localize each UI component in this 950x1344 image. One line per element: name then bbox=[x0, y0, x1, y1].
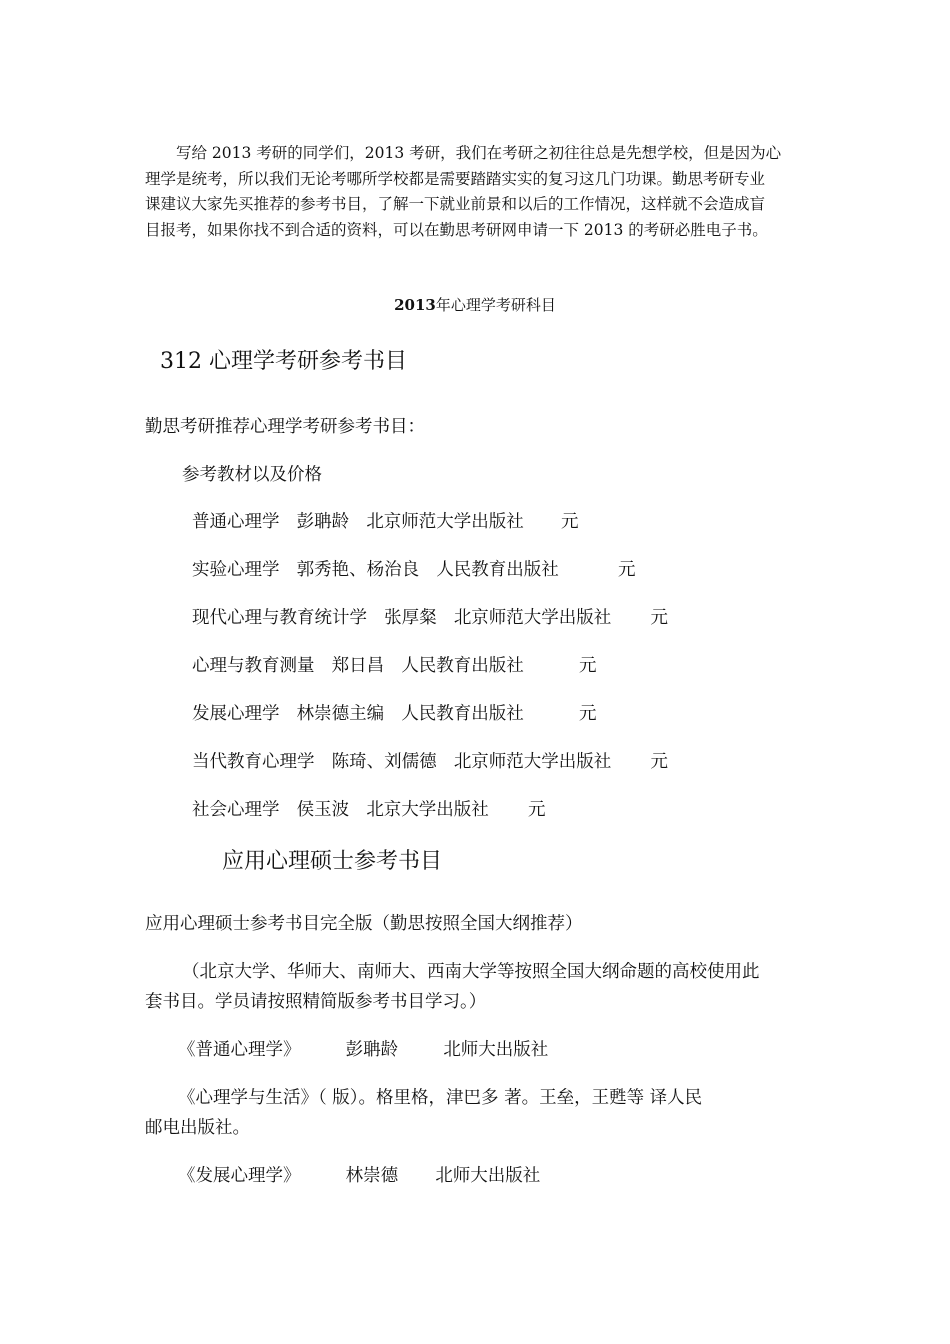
intro-line: 写给 2013 考研的同学们，2013 考研，我们在考研之初往往总是先想学校，但是因为心 bbox=[176, 144, 782, 162]
book-row bbox=[192, 556, 635, 581]
intro-line: 目报考，如果你找不到合适的资料，可以在勤思考研网申请一下 2013 的考研必胜电子书。 bbox=[145, 220, 768, 239]
book-price: 元 bbox=[560, 512, 579, 532]
book-price: 元 bbox=[650, 752, 668, 772]
book-author: 陈琦、刘儒德 bbox=[331, 752, 437, 772]
book-title: 《普通心理学》 bbox=[178, 1040, 301, 1060]
book-author: 郭秀艳、杨治良 bbox=[296, 560, 420, 580]
book-title: 发展心理学 bbox=[192, 704, 280, 724]
book-publisher: 北京师范大学出版社 bbox=[453, 608, 612, 628]
book-publisher: 北京大学出版社 bbox=[366, 800, 489, 820]
section-312-heading: 312 心理学考研参考书目 bbox=[160, 349, 407, 374]
applied-heading: 应用心理硕士参考书目 bbox=[222, 849, 443, 874]
book-title: 《发展心理学》 bbox=[178, 1166, 301, 1186]
subject-title bbox=[0, 294, 950, 315]
book-row bbox=[192, 508, 578, 533]
applied-book-row-cont: 邮电出版社。 bbox=[145, 1118, 250, 1138]
book-row bbox=[192, 748, 668, 773]
book-publisher: 北师大出版社 bbox=[443, 1040, 549, 1060]
book-price: 元 bbox=[578, 656, 597, 676]
applied-book-row bbox=[178, 1036, 548, 1061]
book-title: 心理与教育测量 bbox=[192, 656, 315, 676]
intro-line: 理学是统考，所以我们无论考哪所学校都是需要踏踏实实的复习这几门功课。勤思考研专业 bbox=[145, 169, 766, 188]
book-row bbox=[192, 700, 596, 725]
intro-paragraph bbox=[145, 141, 813, 243]
book-price: 元 bbox=[617, 560, 636, 580]
book-row bbox=[192, 796, 545, 821]
book-publisher: 人民教育出版社 bbox=[401, 656, 524, 676]
book-price: 元 bbox=[578, 704, 597, 724]
book-row bbox=[192, 604, 668, 629]
book-title: 实验心理学 bbox=[192, 560, 280, 580]
book-author: 林崇德 bbox=[345, 1166, 399, 1186]
book-publisher: 北京师范大学出版社 bbox=[366, 512, 524, 532]
book-author: 彭聃龄 bbox=[296, 512, 350, 532]
book-author: 彭聃龄 bbox=[345, 1040, 399, 1060]
book-price: 元 bbox=[527, 800, 546, 820]
book-author: 郑日昌 bbox=[331, 656, 385, 676]
book-author: 林崇德主编 bbox=[296, 704, 385, 724]
book-publisher: 人民教育出版社 bbox=[401, 704, 524, 724]
intro-line: 课建议大家先买推荐的参考书目，了解一下就业前景和以后的工作情况，这样就不会造成盲 bbox=[145, 195, 766, 213]
book-title: 现代心理与教育统计学 bbox=[192, 608, 367, 628]
book-publisher: 北京师范大学出版社 bbox=[453, 752, 612, 772]
book-title: 当代教育心理学 bbox=[192, 752, 315, 772]
full-edition-line: 应用心理硕士参考书目完全版（勤思按照全国大纲推荐） bbox=[145, 914, 583, 934]
book-title: 普通心理学 bbox=[192, 512, 280, 532]
book-price: 元 bbox=[650, 608, 668, 628]
materials-label: 参考教材以及价格 bbox=[182, 465, 322, 485]
book-publisher: 北师大出版社 bbox=[435, 1166, 541, 1186]
book-author: 张厚粲 bbox=[384, 608, 437, 628]
book-row bbox=[192, 652, 596, 677]
applied-book-row: 《心理学与生活》（ 版）。格里格，津巴多 著。王垒，王甦等 译人民 bbox=[178, 1088, 703, 1108]
book-publisher: 人民教育出版社 bbox=[436, 560, 559, 580]
book-author: 侯玉波 bbox=[296, 800, 350, 820]
applied-book-row bbox=[178, 1162, 540, 1187]
note-line: （北京大学、华师大、南师大、西南大学等按照全国大纲命题的高校使用此 bbox=[182, 962, 760, 982]
book-title: 社会心理学 bbox=[192, 800, 280, 820]
recommend-line: 勤思考研推荐心理学考研参考书目： bbox=[145, 417, 425, 437]
subject-title-year: 2013 bbox=[394, 296, 436, 314]
note-line: 套书目。学员请按照精简版参考书目学习。） bbox=[145, 992, 487, 1012]
subject-title-text: 年心理学考研科目 bbox=[435, 296, 556, 314]
